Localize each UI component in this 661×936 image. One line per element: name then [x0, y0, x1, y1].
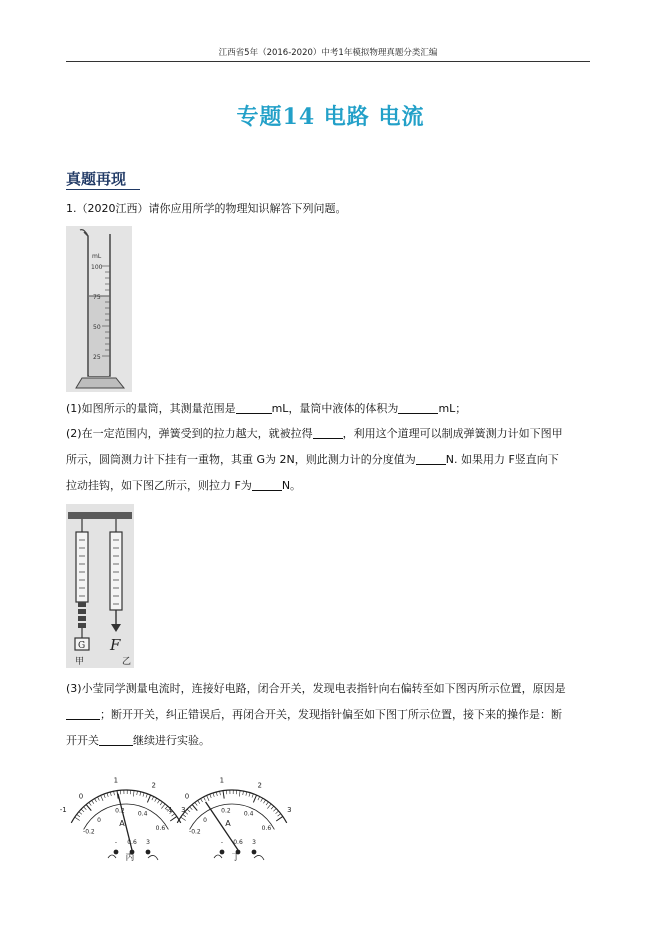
dial-tick: [101, 795, 103, 800]
terminal-label: 3: [252, 839, 256, 846]
dial-tick: [89, 802, 91, 805]
dial-tick: [104, 794, 105, 798]
dial-tick: [213, 793, 214, 797]
answer-blank[interactable]: [252, 478, 282, 491]
dial-inner-label: 0.2: [221, 807, 231, 815]
dial-tick: [137, 791, 138, 795]
wire-curl: [214, 855, 222, 858]
dial-inner-label: 0: [203, 816, 207, 824]
terminal-label: 3: [146, 839, 150, 846]
dial-tick: [183, 814, 186, 816]
wire-curl: [254, 855, 264, 860]
part2-text: ，利用这个道理可以制成弹簧测力计如下图甲: [342, 427, 563, 440]
dial-tick: [140, 792, 141, 796]
dial-tick: [276, 811, 279, 814]
dial-tick: [147, 795, 150, 802]
part1-text-a: (1)如图所示的量筒，其测量范围是: [66, 402, 236, 415]
spring-balance-figure: [66, 504, 134, 668]
dial-outer-label: -1: [59, 806, 67, 815]
dial-tick: [114, 791, 115, 795]
dial-caption: 丙: [125, 853, 135, 863]
answer-blank[interactable]: [99, 733, 133, 746]
dial-tick: [187, 809, 190, 812]
part2-text: N。: [281, 479, 302, 492]
dial-tick: [110, 792, 111, 796]
ammeter-figures: [59, 760, 316, 864]
terminal-label: -: [114, 839, 118, 846]
dial-inner-label: 0.2: [115, 807, 125, 815]
dial-outer-label: 2: [151, 781, 156, 790]
dial-tick: [75, 817, 80, 820]
dial-tick: [170, 816, 177, 821]
dial-tick: [246, 792, 247, 796]
dial-tick: [266, 802, 268, 805]
dial-tick: [258, 797, 260, 801]
dial-tick: [152, 797, 154, 801]
dial-tick: [252, 794, 253, 798]
part3-line-3: [66, 728, 592, 754]
dial-outer-label: 3: [287, 805, 292, 814]
part2-text: 拉动挂钩，如下图乙所示，则拉力 F为: [66, 479, 252, 492]
weight-label: G: [78, 641, 86, 651]
terminal-post: [220, 850, 225, 855]
part3-line-2: [66, 702, 592, 728]
dial-tick: [79, 812, 82, 815]
dial-tick: [243, 791, 244, 795]
cylinder-mark: 75: [93, 294, 101, 301]
dial-inner-label: 0.6: [155, 824, 166, 832]
dial-tick: [86, 805, 91, 811]
dial-tick: [155, 798, 157, 801]
dial-tick: [278, 814, 281, 816]
dial-tick: [195, 802, 197, 805]
measuring-cylinder-figure: [66, 226, 132, 392]
dial-tick: [146, 794, 147, 798]
answer-blank[interactable]: [236, 401, 272, 414]
answer-blank[interactable]: [398, 401, 438, 414]
terminal-post: [252, 850, 257, 855]
force-arrow-label: F: [110, 636, 121, 654]
dial-tick: [207, 795, 209, 800]
part1-line: [66, 396, 592, 422]
dial-tick: [98, 797, 100, 801]
dial-tick: [95, 799, 97, 802]
dial-inner-label: 0.6: [261, 824, 272, 832]
dial-outer-label: 0: [78, 792, 84, 801]
part3-line-1: (3)小莹同学测量电流时，连接好电路，闭合开关，发现电表指针向右偏转至如下图丙所示位置，原因是: [66, 682, 566, 695]
dial-inner-label: 0.4: [243, 810, 254, 818]
dial-tick: [181, 817, 186, 820]
dial-tick: [216, 792, 217, 796]
dial-tick: [157, 800, 159, 803]
dial-tick: [81, 809, 84, 812]
dial-tick: [84, 807, 87, 810]
dial-inner-label: 0.4: [137, 810, 148, 818]
section-heading: 真题再现: [66, 170, 127, 188]
spring-balance-drawing: [66, 504, 134, 668]
ammeter-drawing: [59, 760, 316, 864]
figure-caption-jia: 甲: [75, 657, 85, 667]
part3-text: 继续进行实验。: [133, 734, 210, 747]
dial-tick: [239, 791, 240, 797]
part2-line-1: [66, 421, 592, 447]
dial-outer-label: 3: [181, 805, 186, 814]
dial-tick: [198, 800, 200, 803]
dial-inner-label: -0.2: [189, 828, 201, 836]
dial-tick: [161, 804, 165, 809]
running-header: 江西省5年（2016-2020）中考1年模拟物理真题分类汇编: [218, 48, 438, 58]
dial-outer-label: -1: [165, 806, 173, 815]
dial-tick: [77, 814, 80, 816]
dial-tick: [107, 793, 108, 797]
part3-text: ；断开开关，纠正错误后，再闭合开关，发现指针偏至如下图丁所示位置，接下来的操作是：断: [100, 708, 562, 721]
page-title: 专题14 电路 电流: [236, 104, 425, 130]
dial-tick: [133, 791, 134, 797]
part2-line-3: [66, 473, 592, 499]
dial-tick: [267, 804, 271, 809]
section-rule: [66, 189, 140, 190]
dial-outer-label: 2: [257, 781, 262, 790]
dial-tick: [204, 797, 206, 801]
dial-tick: [160, 802, 162, 805]
part1-text-c: mL；: [438, 402, 467, 415]
terminal-post: [146, 850, 151, 855]
cylinder-mark: 25: [93, 354, 101, 361]
dial-outer-label: 1: [219, 776, 225, 785]
part2-text: N. 如果用力 F竖直向下: [445, 453, 559, 466]
dial-tick: [273, 809, 276, 812]
cylinder-unit-label: mL: [92, 253, 102, 260]
dial-tick: [210, 794, 211, 798]
terminal-label: 0.6: [233, 839, 243, 846]
dial-caption: 丁: [231, 853, 241, 863]
wire-curl: [148, 855, 158, 860]
part2-line-2: [66, 447, 592, 473]
dial-tick: [220, 791, 221, 795]
dial-tick: [261, 798, 263, 801]
header-rule: [66, 61, 590, 62]
answer-blank[interactable]: [313, 426, 343, 439]
terminal-label: 0.6: [127, 839, 137, 846]
dial-tick: [223, 791, 224, 799]
dial-tick: [192, 805, 197, 811]
dial-tick: [92, 800, 94, 803]
dial-tick: [249, 793, 250, 797]
dial-inner-label: 0: [97, 816, 101, 824]
part1-text-b: mL，量筒中液体的体积为: [271, 402, 399, 415]
answer-blank[interactable]: [66, 707, 100, 720]
dial-tick: [276, 816, 283, 821]
answer-blank[interactable]: [416, 452, 446, 465]
terminal-label: -: [220, 839, 224, 846]
dial-outer-label: 0: [184, 792, 190, 801]
dial-tick: [253, 795, 256, 802]
dial-tick: [271, 806, 274, 809]
dial-inner-label: -0.2: [83, 828, 95, 836]
terminal-post: [114, 850, 119, 855]
dial-tick: [263, 800, 265, 803]
cylinder-mark: 100: [91, 264, 103, 271]
cylinder-mark: 50: [93, 324, 101, 331]
dial-outer-label: 1: [113, 776, 119, 785]
dial-tick: [143, 793, 144, 797]
dial-unit-label: A: [119, 819, 125, 828]
dial-tick: [201, 799, 203, 802]
wire-curl: [108, 855, 116, 858]
part3-text: 开开关: [66, 734, 99, 747]
dial-tick: [190, 807, 193, 810]
figure-caption-yi: 乙: [122, 657, 132, 667]
question-stem: 1.（2020江西）请你应用所学的物理知识解答下列问题。: [66, 202, 347, 215]
part2-text: 所示，圆筒测力计下挂有一重物，其重 G为 2N，则此测力计的分度值为: [66, 453, 416, 466]
part2-text: (2)在一定范围内，弹簧受到的拉力越大，就被拉得: [66, 427, 313, 440]
measuring-cylinder-drawing: [66, 226, 132, 392]
dial-unit-label: A: [225, 819, 231, 828]
